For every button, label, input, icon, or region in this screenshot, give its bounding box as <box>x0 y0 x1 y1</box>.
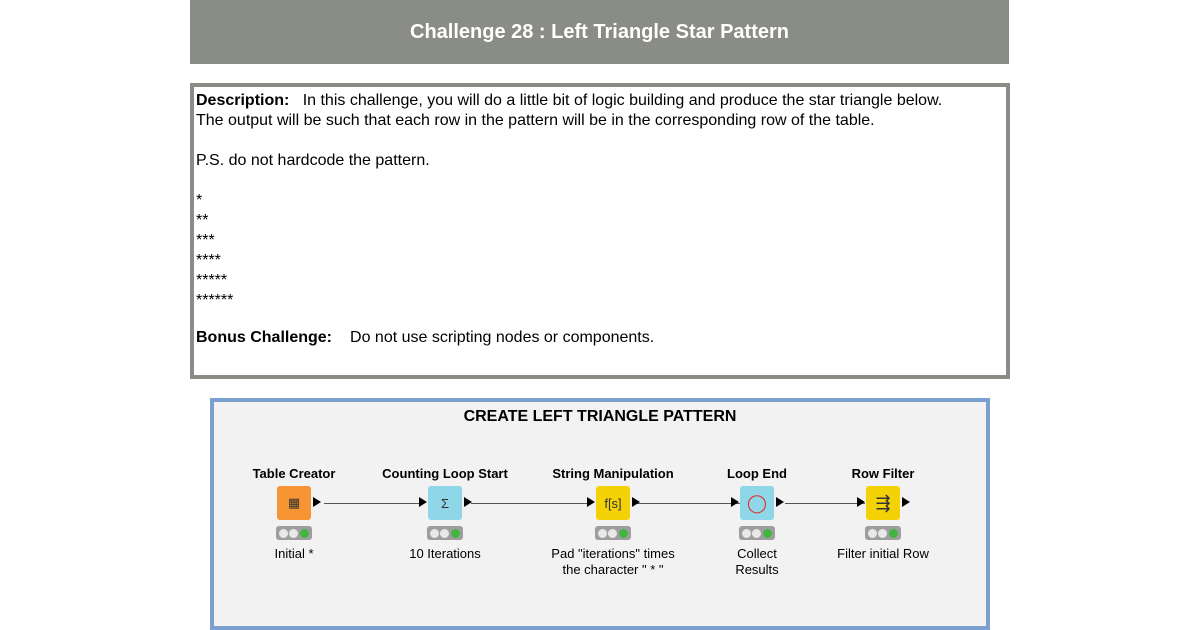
connection-line <box>471 503 591 504</box>
connection-line <box>635 503 741 504</box>
input-port-icon[interactable] <box>587 497 595 507</box>
node-status-indicator <box>276 526 312 540</box>
node-status-indicator <box>739 526 775 540</box>
output-port-icon[interactable] <box>776 497 784 507</box>
output-port-icon[interactable] <box>632 497 640 507</box>
output-port-icon[interactable] <box>313 497 321 507</box>
challenge-title-bar <box>190 0 1009 64</box>
bonus-text: Do not use scripting nodes or components. <box>350 329 655 346</box>
string-function-icon[interactable]: f[s] <box>596 486 630 520</box>
table-grid-icon[interactable]: ▦ <box>277 486 311 520</box>
pattern-row: ** <box>196 212 209 229</box>
row-filter-icon[interactable]: ⇶ <box>866 486 900 520</box>
bonus-challenge <box>196 329 654 347</box>
pattern-row: * <box>196 192 203 209</box>
node-name: String Manipulation <box>552 466 674 481</box>
node-status-indicator <box>427 526 463 540</box>
description-text-1: In this challenge, you will do a little bit of logic building and produce the star triangle below. <box>302 92 943 109</box>
node-label: 10 Iterations <box>409 546 481 561</box>
node-label: Initial * <box>274 546 314 561</box>
input-port-icon[interactable] <box>419 497 427 507</box>
workflow-title: CREATE LEFT TRIANGLE PATTERN <box>463 408 737 425</box>
description-text-2: The output will be such that each row in the pattern will be in the corresponding row of the table. <box>196 112 875 129</box>
output-port-icon[interactable] <box>464 497 472 507</box>
loop-end-icon[interactable]: ◯ <box>740 486 774 520</box>
input-port-icon[interactable] <box>857 497 865 507</box>
node-name: Loop End <box>727 466 787 481</box>
node-name: Row Filter <box>851 466 915 481</box>
connection-line <box>324 503 420 504</box>
pattern-row: *** <box>196 232 215 249</box>
workflow-annotation-box <box>210 398 990 630</box>
connection-line <box>785 503 865 504</box>
description-label: Description: <box>196 92 290 109</box>
description-content <box>196 91 1002 311</box>
node-label: Pad "iterations" times the character " * " <box>551 546 675 577</box>
node-status-indicator <box>595 526 631 540</box>
loop-start-icon[interactable]: Σ <box>428 486 462 520</box>
bonus-label: Bonus Challenge: <box>196 329 333 346</box>
pattern-row: **** <box>196 252 221 269</box>
pattern-row: ***** <box>196 272 228 289</box>
pattern-row: ****** <box>196 292 234 309</box>
output-port-icon[interactable] <box>902 497 910 507</box>
node-name: Table Creator <box>252 466 336 481</box>
description-note: P.S. do not hardcode the pattern. <box>196 152 430 169</box>
node-label: Filter initial Row <box>837 546 929 561</box>
node-status-indicator <box>865 526 901 540</box>
node-label: Collect Results <box>735 546 779 577</box>
node-name: Counting Loop Start <box>382 466 508 481</box>
description-box <box>190 83 1010 379</box>
input-port-icon[interactable] <box>731 497 739 507</box>
challenge-title: Challenge 28 : Left Triangle Star Pattern <box>410 20 789 43</box>
